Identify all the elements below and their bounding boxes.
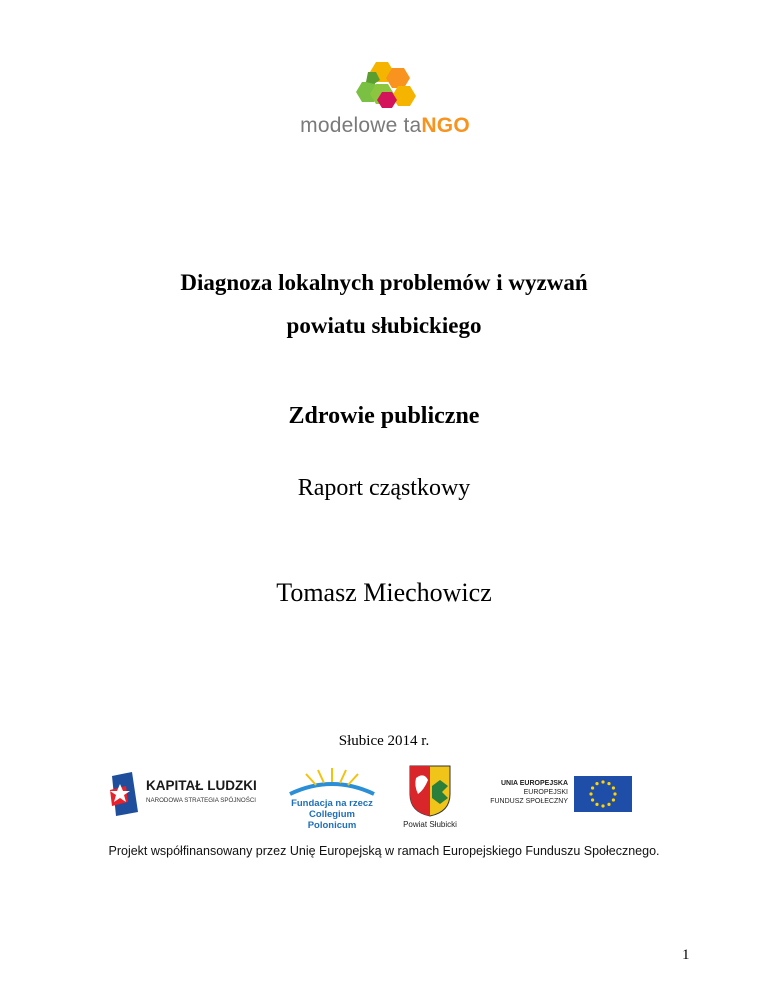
ue-text-line-3: FUNDUSZ SPOŁECZNY	[490, 798, 568, 805]
powiat-label: Powiat Słubicki	[403, 820, 457, 829]
fundacja-collegium-polonicum-logo	[284, 764, 380, 831]
logo-wordmark-part-1: modelowe ta	[300, 114, 422, 137]
eu-flag-icon	[574, 776, 632, 812]
powiat-slubicki-logo	[396, 764, 464, 832]
partner-logos	[0, 760, 768, 832]
document-title-line-2: powiatu słubickiego	[286, 313, 482, 338]
unia-europejska-logo	[490, 776, 632, 816]
logo-wordmark	[300, 114, 470, 138]
document-title-line-1: Diagnoza lokalnych problemów i wyzwań	[180, 270, 588, 295]
ue-text-line-1: UNIA EUROPEJSKA	[500, 780, 568, 787]
cofinancing-statement: Projekt współfinansowany przez Unię Europejską w ramach Europejskiego Funduszu Społecznego.	[108, 844, 660, 858]
coat-of-arms-icon	[396, 764, 464, 818]
kapital-ludzki-subtitle: NARODOWA STRATEGIA SPÓJNOŚCI	[146, 797, 257, 804]
kapital-ludzki-title: KAPITAŁ LUDZKI	[146, 778, 257, 793]
ue-text	[490, 779, 568, 806]
report-type: Raport cząstkowy	[297, 475, 471, 501]
logo-wordmark-part-2: NGO	[421, 114, 470, 137]
document-subject: Zdrowie publiczne	[288, 403, 480, 429]
page-number: 1	[682, 947, 690, 963]
modelowe-tango-logo	[300, 60, 470, 142]
hexagon-logo-icon	[352, 60, 418, 110]
sunrise-arc-icon	[284, 764, 380, 798]
fundacja-name-line-1: Fundacja na rzecz	[291, 798, 373, 809]
kapital-ludzki-logo	[108, 772, 268, 818]
fundacja-name-line-2: Collegium Polonicum	[307, 809, 357, 831]
place-and-date: Słubice 2014 r.	[338, 733, 430, 749]
ue-text-line-2: EUROPEJSKI	[523, 789, 568, 796]
fundacja-name	[284, 798, 380, 831]
author-name: Tomasz Miechowicz	[276, 578, 492, 607]
kapital-ludzki-emblem-icon	[108, 772, 142, 818]
